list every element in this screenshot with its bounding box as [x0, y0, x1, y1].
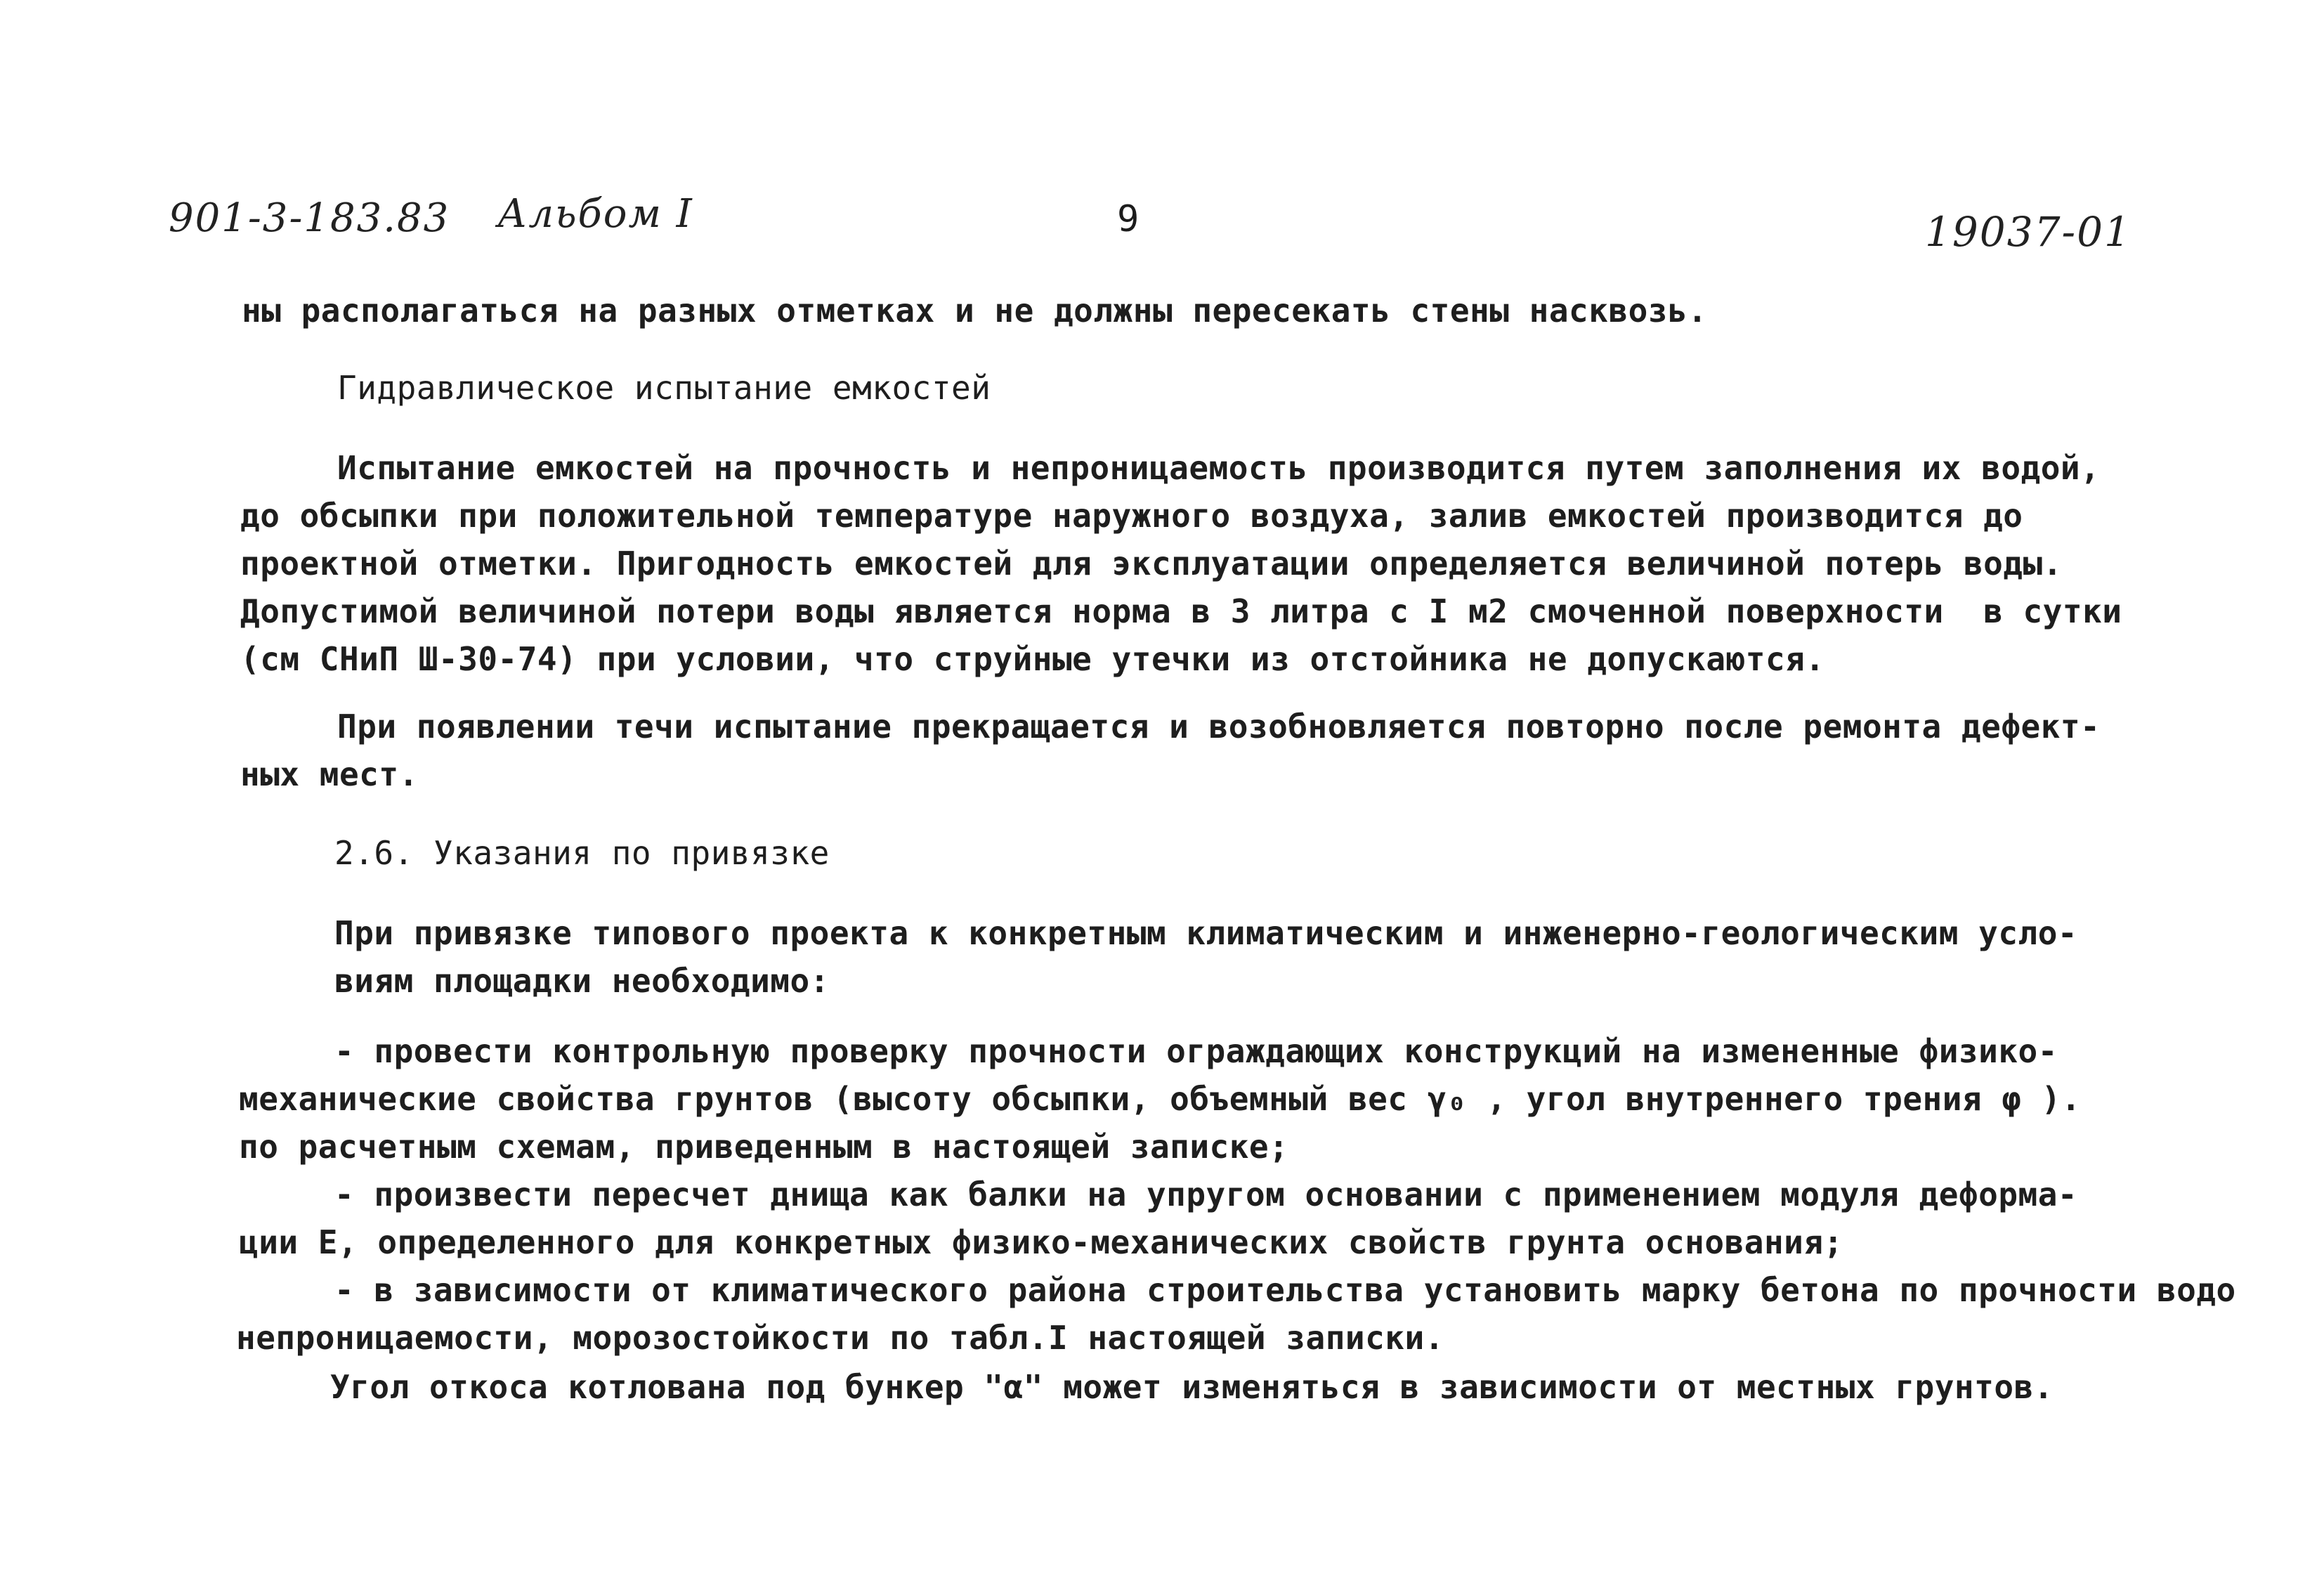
text-line: (см СНиП Ш-30-74) при условии, что струйные утечки из отстойника не допускаются. [240, 640, 1825, 678]
text-line: Испытание емкостей на прочность и непроницаемость производится путем заполнения их водой, [337, 449, 2101, 487]
text-line: механические свойства грунтов (высоту обсыпки, объемный вес γ₀ , угол внутреннего трения φ ). [239, 1080, 2082, 1118]
text-line: - в зависимости от климатического района строительства установить марку бетона по прочности водо [334, 1271, 2236, 1309]
text-line: При появлении течи испытание прекращается и возобновляется повторно после ремонта дефект- [337, 708, 2101, 745]
text-line: - произвести пересчет днища как балки на упругом основании с применением модуля деформа- [334, 1176, 2078, 1213]
text-line: виям площадки необходимо: [334, 962, 830, 1000]
text-line: - провести контрольную проверку прочности ограждающих конструкций на измененные физико- [334, 1032, 2058, 1070]
inventory-number: 19037-01 [1925, 208, 2132, 256]
text-line: Угол откоса котлована под бункер "α" может изменяться в зависимости от местных грунтов. [330, 1368, 2054, 1406]
text-line: ны располагаться на разных отметках и не должны пересекать стены насквозь. [242, 292, 1708, 330]
text-line: проектной отметки. Пригодность емкостей для эксплуатации определяется величиной потерь воды. [240, 545, 2063, 582]
page-number: 9 [1117, 198, 1140, 240]
text-line: При привязке типового проекта к конкретным климатическим и инженерно-геологическим усло- [334, 914, 2078, 952]
text-line: непроницаемости, морозостойкости по табл.I настоящей записки. [236, 1319, 1444, 1357]
text-line: по расчетным схемам, приведенным в настоящей записке; [239, 1128, 1289, 1166]
section-heading: 2.6. Указания по привязке [334, 834, 830, 872]
section-heading: Гидравлическое испытание емкостей [337, 369, 991, 407]
document-code: 901-3-183.83 [169, 195, 450, 241]
album-label: Альбом I [497, 191, 693, 237]
text-line: ных мест. [240, 755, 419, 793]
text-line: до обсыпки при положительной температуре наружного воздуха, залив емкостей производится до [240, 497, 2023, 535]
text-line: Допустимой величиной потери воды является норма в 3 литра с I м2 смоченной поверхности в сутки [240, 592, 2122, 630]
text-line: ции Е, определенного для конкретных физико-механических свойств грунта основания; [239, 1223, 1843, 1261]
